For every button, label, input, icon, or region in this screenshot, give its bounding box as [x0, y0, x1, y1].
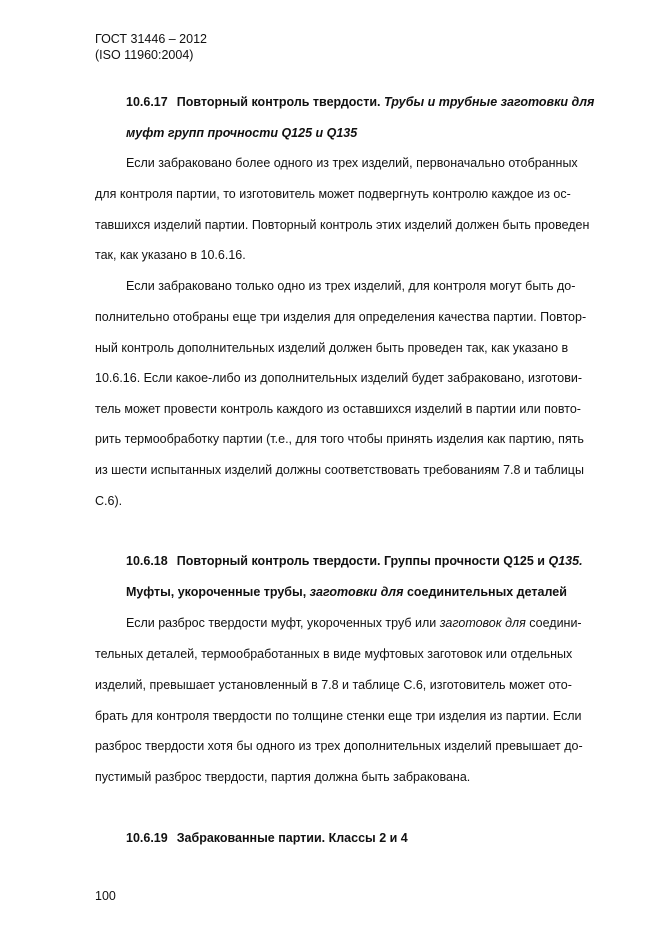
document-header	[95, 31, 207, 63]
paragraph-line: С.6).	[95, 494, 123, 508]
section-title-continuation	[126, 584, 567, 600]
text-part-italic: заготовок для	[439, 616, 526, 630]
paragraph-line: Если забраковано только одно из трех изделий, для контроля могут быть до-	[126, 279, 576, 293]
section-10-6-19-heading	[126, 830, 408, 846]
paragraph-line: тель может провести контроль каждого из оставшихся изделий в партии или повто-	[95, 402, 581, 416]
paragraph-line: для контроля партии, то изготовитель может подвергнуть контролю каждое из ос-	[95, 187, 571, 201]
paragraph-line: рить термообработку партии (т.е., для того чтобы принять изделия как партию, пять	[95, 432, 584, 446]
paragraph-line	[126, 615, 582, 631]
page-number: 100	[95, 889, 116, 903]
paragraph-line: тельных деталей, термообработанных в виде муфтовых заготовок или отдельных	[95, 647, 573, 661]
standard-iso-reference: (ISO 11960:2004)	[95, 48, 194, 62]
section-title: Повторный контроль твердости.	[176, 95, 381, 109]
paragraph-line: изделий, превышает установленный в 7.8 и таблице С.6, изготовитель может ото-	[95, 678, 572, 692]
title-part: соединительных деталей	[406, 585, 567, 599]
paragraph-line: Если забраковано более одного из трех изделий, первоначально отобранных	[126, 156, 578, 170]
section-number: 10.6.18	[126, 554, 168, 568]
section-10-6-17-heading	[126, 94, 594, 110]
text-part: соедини-	[529, 616, 582, 630]
title-part-italic: заготовки для	[309, 585, 404, 599]
paragraph-line: пустимый разброс твердости, партия должна быть забракована.	[95, 770, 471, 784]
paragraph-line: так, как указано в 10.6.16.	[95, 248, 246, 262]
section-title-italic: Q135.	[548, 554, 583, 568]
section-number: 10.6.19	[126, 831, 168, 845]
text-part: Если разброс твердости муфт, укороченных труб или	[126, 616, 437, 630]
section-title: Забракованные партии. Классы 2 и 4	[176, 831, 408, 845]
section-title-continuation: муфт групп прочности Q125 и Q135	[126, 126, 358, 140]
title-part: Муфты, укороченные трубы,	[126, 585, 307, 599]
paragraph-line: ный контроль дополнительных изделий должен быть проведен так, как указано в	[95, 341, 569, 355]
standard-number: ГОСТ 31446 – 2012	[95, 32, 207, 46]
section-title-italic: Трубы и трубные заготовки для	[383, 95, 595, 109]
paragraph-line: полнительно отобраны еще три изделия для определения качества партии. Повтор-	[95, 310, 587, 324]
section-10-6-18-heading	[126, 553, 583, 569]
section-title: Повторный контроль твердости. Группы прочности Q125 и	[176, 554, 545, 568]
paragraph-line: разброс твердости хотя бы одного из трех дополнительных изделий превышает до-	[95, 739, 583, 753]
paragraph-line: тавшихся изделий партии. Повторный контроль этих изделий должен быть проведен	[95, 218, 590, 232]
paragraph-line: 10.6.16. Если какое-либо из дополнительных изделий будет забраковано, изготови-	[95, 371, 582, 385]
section-number: 10.6.17	[126, 95, 168, 109]
paragraph-line: из шести испытанных изделий должны соответствовать требованиям 7.8 и таблицы	[95, 463, 584, 477]
paragraph-line: брать для контроля твердости по толщине стенки еще три изделия из партии. Если	[95, 709, 582, 723]
